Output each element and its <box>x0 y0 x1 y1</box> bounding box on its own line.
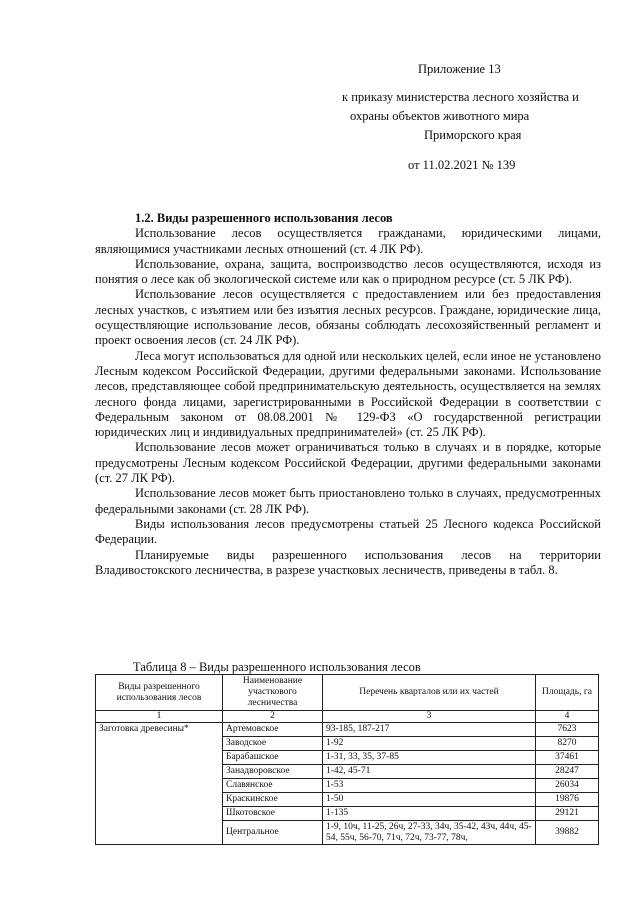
column-number: 1 <box>96 711 223 723</box>
quarters-cell: 93-185, 187-217 <box>323 723 536 737</box>
quarters-cell: 1-31, 33, 35, 37-85 <box>323 751 536 765</box>
appendix-header <box>330 60 610 175</box>
column-number: 4 <box>536 711 599 723</box>
area-cell: 29121 <box>536 807 599 821</box>
paragraph: Использование лесов может ограничиваться только в случаях и в порядке, которые предусмотрены Лесным кодексом Российской Федерации, другими федеральными законами (ст. 27 ЛК РФ). <box>95 440 601 486</box>
table-row <box>96 723 599 737</box>
header-use-type: Виды разрешенного использования лесов <box>96 675 223 711</box>
section-title: 1.2. Виды разрешенного использования лесов <box>135 211 393 225</box>
column-number: 3 <box>323 711 536 723</box>
paragraph: Леса могут использоваться для одной или нескольких целей, если иное не установлено Лесным кодексом Российской Федерации, другими федеральными законами. Использование лесов, представляющее собой предпринимательскую деятельность, осуществляется на землях лесного фонда лицами, зарегистрированными в Российской Федерации в соответствии с Федеральным законом от 08.08.2001 № 129-ФЗ «О государственной регистрации юридических лиц и индивидуальных предпринимателей» (ст. 25 ЛК РФ). <box>95 348 601 440</box>
quarters-cell: 1-92 <box>323 737 536 751</box>
quarters-cell: 1-50 <box>323 793 536 807</box>
column-number: 2 <box>223 711 323 723</box>
paragraph: Использование лесов может быть приостановлено только в случаях, предусмотренных федеральными законами (ст. 28 ЛК РФ). <box>95 486 601 516</box>
area-cell: 28247 <box>536 765 599 779</box>
area-cell: 19876 <box>536 793 599 807</box>
forestry-cell: Шкотовское <box>223 807 323 821</box>
appendix-number: Приложение 13 <box>418 62 501 76</box>
header-area: Площадь, га <box>536 675 599 711</box>
forest-use-table <box>95 674 599 845</box>
section-body <box>95 211 601 578</box>
area-cell: 37461 <box>536 751 599 765</box>
paragraph: Планируемые виды разрешенного использования лесов на территории Владивостокского лесничества, в разрезе участковых лесничеств, приведены в табл. 8. <box>95 547 601 577</box>
order-reference-line2: охраны объектов животного мира <box>350 109 530 123</box>
forestry-cell: Центральное <box>223 821 323 845</box>
quarters-cell: 1-9, 10ч, 11-25, 26ч, 27-33, 34ч, 35-42, 43ч, 44ч, 45-54, 55ч, 56-70, 71ч, 72ч, 73-77, 78ч, <box>323 821 536 845</box>
table-header-row <box>96 675 599 711</box>
order-reference-line1: к приказу министерства лесного хозяйства и <box>342 90 579 104</box>
paragraph: Использование лесов осуществляется с предоставлением или без предоставления лесных участков, с изъятием или без изъятия лесных ресурсов. Граждане, юридические лица, осуществляющие использование лесов, обязаны соблюдать лесохозяйственный регламент и проект освоения лесов (ст. 24 ЛК РФ). <box>95 287 601 348</box>
header-forestry: Наименование участкового лесничества <box>223 675 323 711</box>
forestry-cell: Краскинское <box>223 793 323 807</box>
quarters-cell: 1-42, 45-71 <box>323 765 536 779</box>
table-caption: Таблица 8 – Виды разрешенного использования лесов <box>133 660 421 674</box>
order-date: от 11.02.2021 № 139 <box>408 158 516 172</box>
paragraph: Использование, охрана, защита, воспроизводство лесов осуществляются, исходя из понятия о лесе как об экологической системе или как о природном ресурсе (ст. 5 ЛК РФ). <box>95 256 601 287</box>
column-number-row <box>96 711 599 723</box>
forestry-cell: Занадворовское <box>223 765 323 779</box>
paragraph: Виды использования лесов предусмотрены статьей 25 Лесного кодекса Российской Федерации. <box>95 516 601 547</box>
quarters-cell: 1-53 <box>323 779 536 793</box>
area-cell: 8270 <box>536 737 599 751</box>
forestry-cell: Славянское <box>223 779 323 793</box>
forestry-cell: Артемовское <box>223 723 323 737</box>
area-cell: 39882 <box>536 821 599 845</box>
forestry-cell: Заводское <box>223 737 323 751</box>
use-type-cell: Заготовка древесины* <box>96 723 223 845</box>
forestry-cell: Барабашское <box>223 751 323 765</box>
paragraph: Использование лесов осуществляется гражданами, юридическими лицами, являющимися участниками лесных отношений (ст. 4 ЛК РФ). <box>95 226 601 256</box>
header-quarters: Перечень кварталов или их частей <box>323 675 536 711</box>
order-reference-line3: Приморского края <box>424 128 522 142</box>
area-cell: 26034 <box>536 779 599 793</box>
area-cell: 7623 <box>536 723 599 737</box>
quarters-cell: 1-135 <box>323 807 536 821</box>
